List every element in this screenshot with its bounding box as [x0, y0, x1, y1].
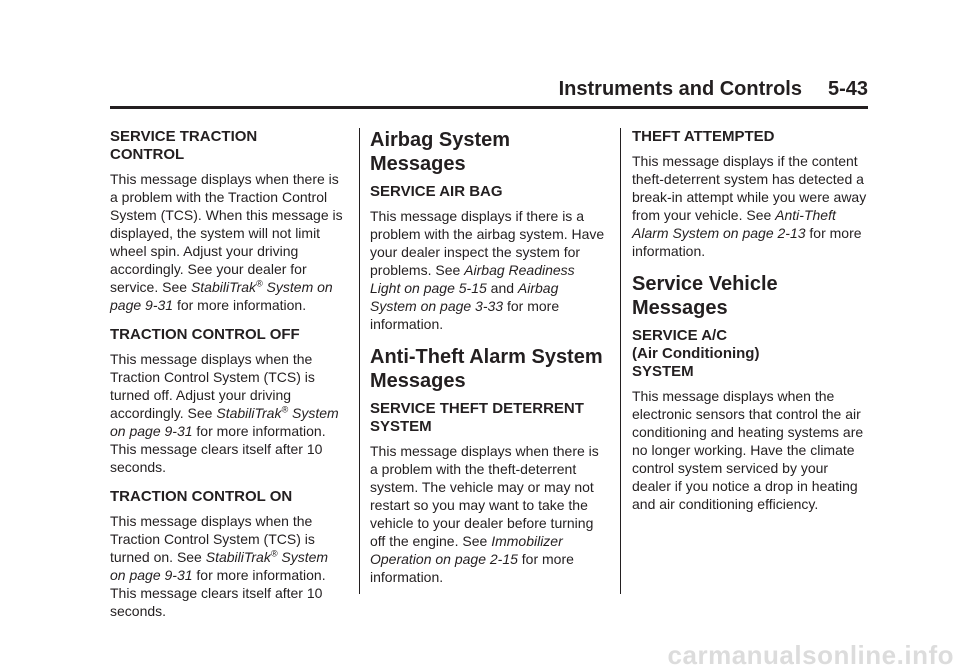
- column-3: [632, 128, 868, 525]
- xref-text: StabiliTrak: [216, 405, 282, 421]
- column-divider-2: [620, 128, 621, 594]
- page-number: 5-43: [827, 78, 868, 100]
- heading-theft-attempted: THEFT ATTEMPTED: [632, 128, 775, 145]
- xref-immobilizer-operation[interactable]: Immobilizer Operation on page 2‑15: [370, 533, 563, 567]
- column-1: [110, 128, 346, 632]
- body-text: This message displays when the Traction Control System (TCS) is turned on. See: [110, 513, 315, 565]
- heading-service-theft-deterrent: [370, 400, 606, 436]
- body-text: for more information.: [370, 551, 574, 585]
- heading-service-air-bag: SERVICE AIR BAG: [370, 183, 503, 200]
- xref-airbag-readiness-light[interactable]: Airbag Readiness Light on page 5‑15: [370, 262, 575, 296]
- header-rule: [110, 106, 868, 109]
- heading-traction-control-off: TRACTION CONTROL OFF: [110, 326, 300, 343]
- body-text: and: [486, 280, 518, 296]
- paragraph-theft-deterrent: [370, 442, 606, 586]
- heading-line: CONTROL: [110, 146, 185, 163]
- heading-traction-control-on: TRACTION CONTROL ON: [110, 488, 293, 505]
- column-divider-1: [359, 128, 360, 594]
- body-text: for more information. This message clears itself after 10 seconds.: [110, 567, 326, 619]
- heading-line: (Air Conditioning): [632, 345, 760, 362]
- heading-airbag-system-messages: Airbag System Messages: [370, 129, 511, 175]
- heading-line: SERVICE A/C: [632, 327, 728, 344]
- xref-text: System on page 9‑31: [110, 405, 339, 439]
- heading-service-traction-control: [110, 128, 346, 164]
- xref-text: System on page 9‑31: [110, 549, 329, 583]
- heading-service-ac-system: [632, 327, 868, 381]
- xref-text: StabiliTrak: [190, 279, 257, 295]
- registered-mark: ®: [256, 278, 263, 289]
- site-watermark: carmanualsonline.info: [667, 640, 954, 670]
- paragraph-theft-attempted: [632, 152, 868, 260]
- paragraph-service-traction: [110, 170, 346, 314]
- registered-mark: ®: [270, 548, 278, 559]
- xref-airbag-system[interactable]: Airbag System on page 3‑33: [370, 280, 559, 314]
- heading-line: SERVICE THEFT DETERRENT: [370, 400, 584, 417]
- heading-service-vehicle-messages: Service Vehicle Messages: [632, 273, 778, 319]
- body-text: This message displays when there is a problem with the Traction Control System (TCS). When this message is displayed, the system will not limit wheel spin. Adjust your driving accordingly. See your dealer for service. See: [110, 171, 343, 295]
- body-text: This message displays if there is a problem with the airbag system. Have your dealer inspect the system for problems. See: [370, 208, 605, 278]
- body-text: for more information.: [173, 297, 307, 313]
- registered-mark: ®: [281, 404, 289, 415]
- paragraph-traction-on: [110, 512, 346, 620]
- xref-anti-theft-alarm-system[interactable]: Anti-Theft Alarm System on page 2‑13: [632, 207, 836, 241]
- body-text: This message displays if the content theft-deterrent system has detected a break-in attempt while you were away from your vehicle. See: [632, 153, 867, 223]
- body-text: for more information.: [632, 225, 862, 259]
- paragraph-service-ac: This message displays when the electronic sensors that control the air conditioning and heating systems are no longer working. Have the climate control system serviced by your dealer if you notice a drop in heating and air conditioning efficiency.: [632, 388, 864, 512]
- section-title: Instruments and Controls: [558, 78, 802, 100]
- heading-line: SYSTEM: [632, 363, 694, 380]
- page-header: [559, 78, 868, 101]
- paragraph-traction-off: [110, 350, 346, 476]
- xref-text: System on page 9‑31: [110, 279, 333, 313]
- body-text: for more information.: [370, 298, 560, 332]
- body-text: This message displays when the Traction Control System (TCS) is turned off. Adjust your driving accordingly. See: [110, 351, 315, 421]
- body-text: This message displays when there is a problem with the theft-deterrent system. The vehicle may or may not restart so you may want to take the vehicle to your dealer before turning off the engine. See: [370, 443, 599, 549]
- column-2: [370, 128, 606, 598]
- heading-line: SERVICE TRACTION: [110, 128, 258, 145]
- body-text: for more information. This message clears itself after 10 seconds.: [110, 423, 326, 475]
- paragraph-service-air-bag: [370, 207, 606, 333]
- xref-text: StabiliTrak: [205, 549, 271, 565]
- heading-line: SYSTEM: [370, 418, 432, 435]
- heading-anti-theft-alarm-messages: Anti-Theft Alarm System Messages: [370, 346, 603, 392]
